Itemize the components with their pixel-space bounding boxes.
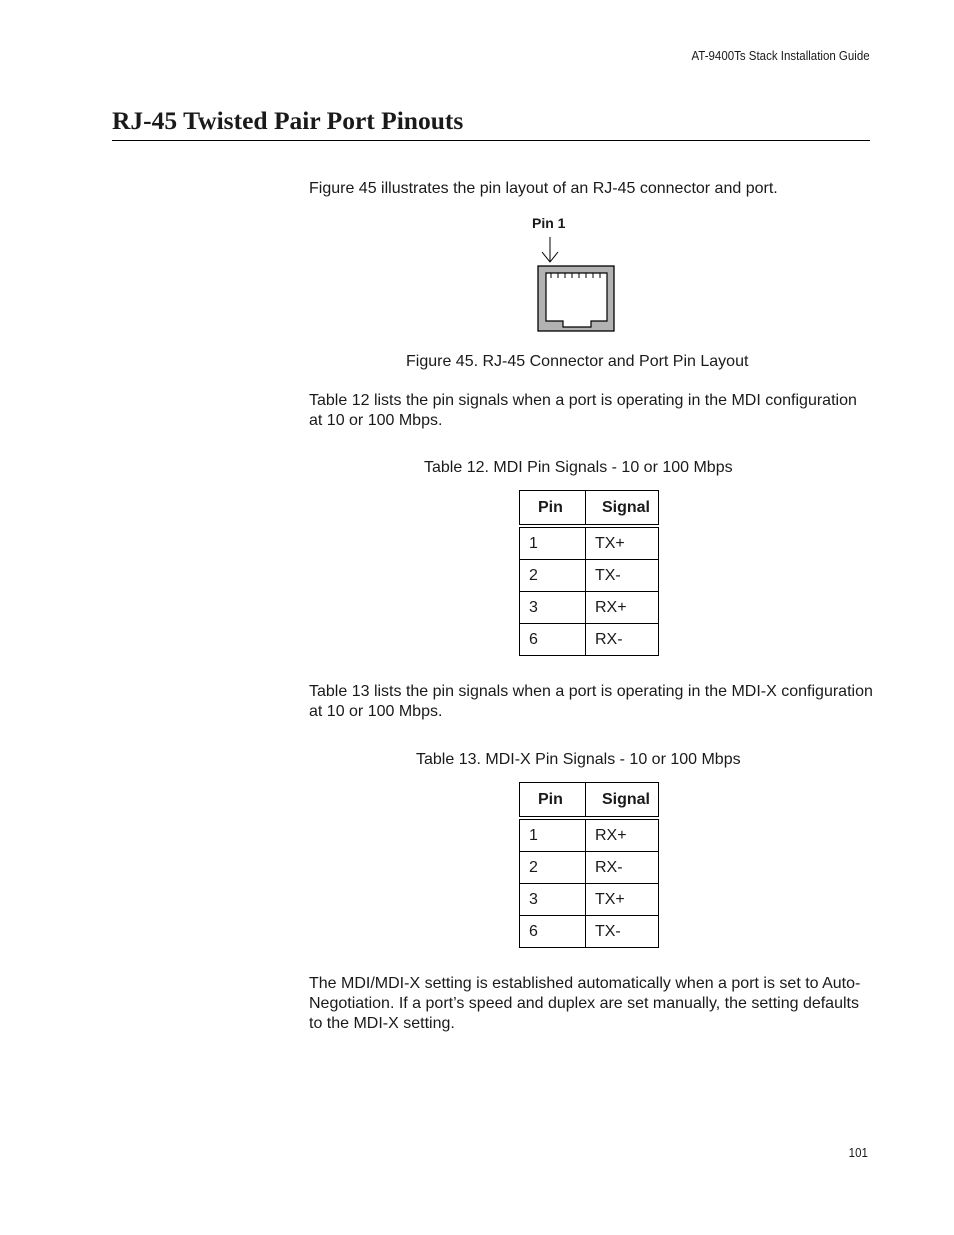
closing-paragraph: The MDI/MDI-X setting is established automatically when a port is set to Auto-Negotiation. If a port’s speed and duplex are set manually, the setting defaults to the MDI-X setting. [309,975,861,1032]
title-rule [112,140,870,141]
pin-cell: 2 [520,560,586,592]
pin-cell: 6 [520,624,586,656]
pin-cell: 1 [520,818,586,852]
table-header-row [520,491,659,527]
intro-paragraph: Figure 45 illustrates the pin layout of an RJ-45 connector and port. [309,180,778,197]
mdix-pin-table [519,782,659,948]
signal-cell: RX- [585,624,658,656]
page-title: RJ-45 Twisted Pair Port Pinouts [112,106,464,135]
signal-cell: TX- [585,916,658,948]
signal-cell: RX- [585,852,658,884]
signal-column-header: Signal [585,783,658,819]
table-12-caption: Table 12. MDI Pin Signals - 10 or 100 Mbps [424,459,733,476]
mdi-pin-table [519,490,659,656]
table-row [520,624,659,656]
pin-cell: 3 [520,592,586,624]
port-opening [546,273,607,327]
pin-cell: 1 [520,526,586,560]
signal-cell: RX+ [585,818,658,852]
pin-cell: 6 [520,916,586,948]
figure-45-caption: Figure 45. RJ-45 Connector and Port Pin Layout [406,353,749,370]
signal-cell: TX- [585,560,658,592]
signal-column-header: Signal [585,491,658,527]
pin-1-label: Pin 1 [532,215,566,231]
table-row [520,526,659,560]
pin-column-header: Pin [520,491,586,527]
table-row [520,884,659,916]
running-header: AT-9400Ts Stack Installation Guide [691,49,870,63]
mdi-intro-paragraph: Table 12 lists the pin signals when a port is operating in the MDI configuration at 10 or 100 Mbps. [309,392,857,429]
table-row [520,818,659,852]
signal-cell: RX+ [585,592,658,624]
signal-cell: TX+ [585,884,658,916]
pin-cell: 3 [520,884,586,916]
pin-1-arrow [542,237,558,262]
page-number: 101 [848,1146,868,1160]
pin-column-header: Pin [520,783,586,819]
table-header-row [520,783,659,819]
mdix-intro-paragraph: Table 13 lists the pin signals when a port is operating in the MDI-X configuration at 10 or 100 Mbps. [309,683,873,720]
table-13-caption: Table 13. MDI-X Pin Signals - 10 or 100 Mbps [416,751,741,768]
table-row [520,560,659,592]
table-row [520,916,659,948]
table-row [520,852,659,884]
pin-cell: 2 [520,852,586,884]
table-row [520,592,659,624]
rj45-port-diagram [520,235,620,340]
signal-cell: TX+ [585,526,658,560]
